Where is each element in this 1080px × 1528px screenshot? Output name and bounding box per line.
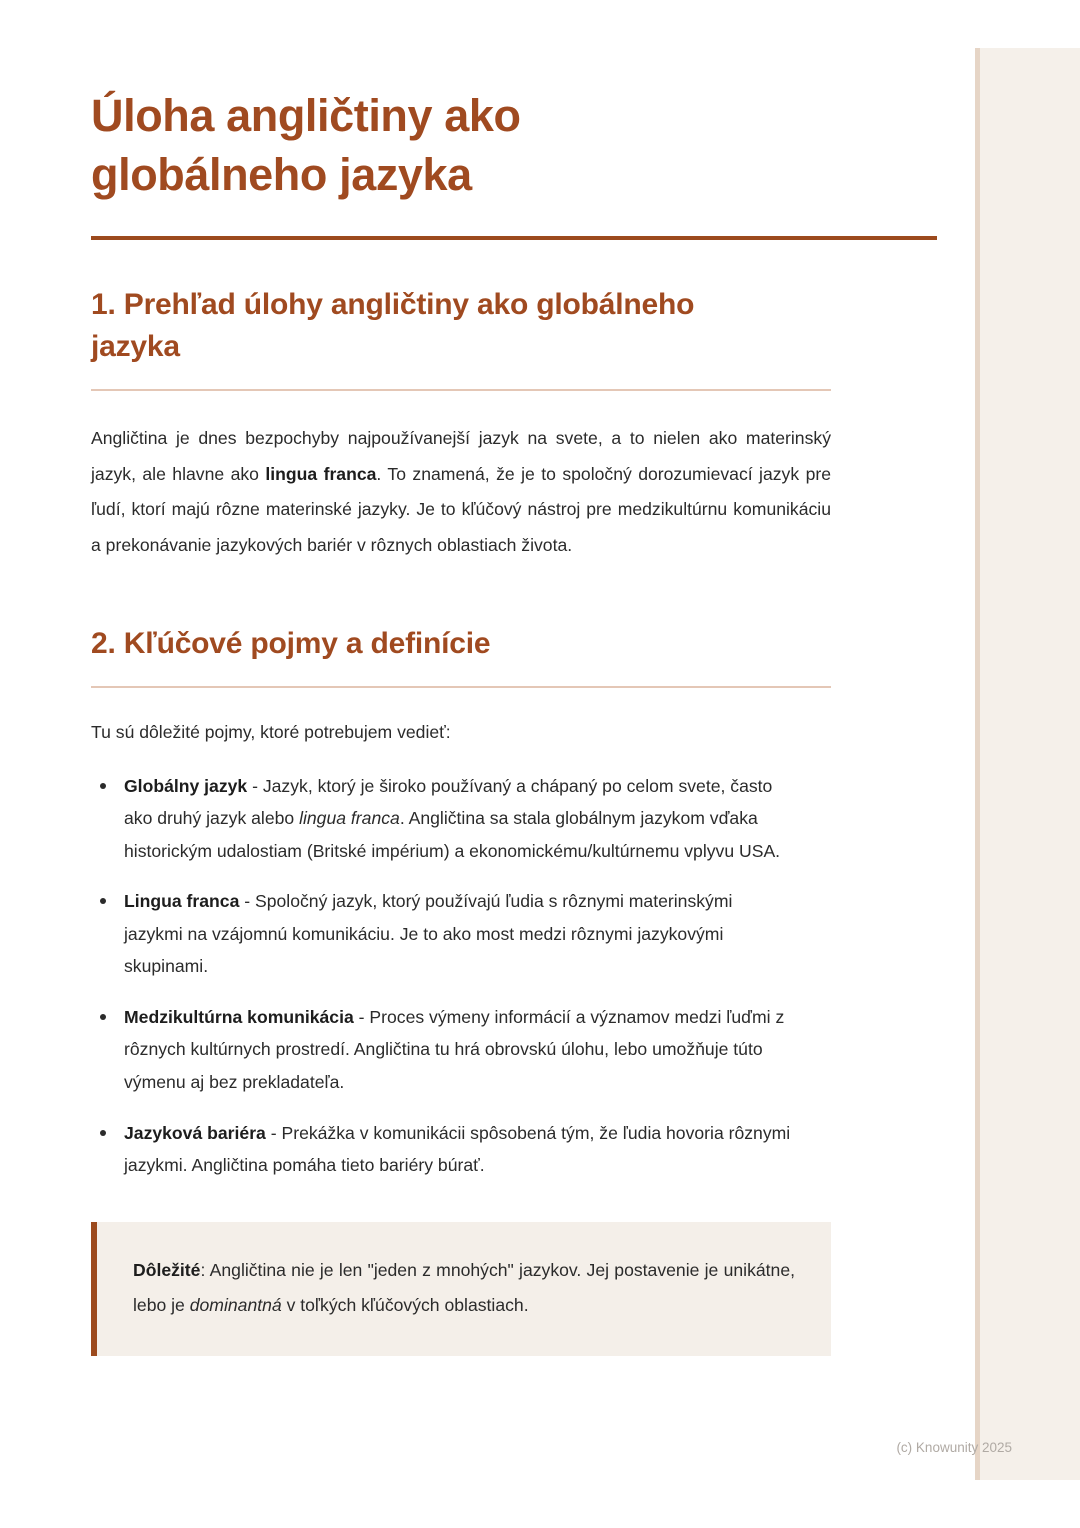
- term-dash: -: [265, 1122, 282, 1143]
- term-definition-italic: lingua franca: [299, 808, 400, 829]
- bullet-icon: [100, 898, 106, 904]
- section-2-lead: Tu sú dôležité pojmy, ktoré potrebujem vedieť:: [91, 721, 451, 742]
- section-overview: [91, 284, 831, 563]
- footer-copyright: (c) Knowunity 2025: [896, 1440, 1012, 1455]
- callout-text: [133, 1253, 795, 1323]
- term-definition-part-1: Jazyk, ktorý je široko používaný a chápaný po celom svete, často ako druhý jazyk alebo: [124, 775, 773, 829]
- callout-part-1: : Angličtina nie je len "jeden z mnohých" jazykov. Jej postavenie je unikátne, lebo je: [133, 1259, 795, 1315]
- bullet-icon: [100, 1130, 106, 1136]
- term-name: Lingua franca: [124, 891, 240, 912]
- bullet-icon: [100, 1014, 106, 1020]
- list-item: [91, 1001, 791, 1099]
- section-key-terms: [91, 623, 831, 1356]
- list-item: [91, 885, 791, 983]
- term-name: Jazyková bariéra: [124, 1122, 266, 1143]
- list-item: [91, 770, 791, 868]
- document-content: [91, 86, 831, 1356]
- key-terms-list: [91, 770, 791, 1182]
- section-divider-1: [91, 389, 831, 391]
- important-callout-box: [91, 1222, 831, 1356]
- term-definition-part-2: . Angličtina sa stala globálnym jazykom vďaka historickým udalostiam (Britské impérium) a ekonomickému/kultúrnemu vplyvu USA.: [124, 808, 781, 861]
- decorative-side-band-edge: [975, 48, 980, 1480]
- section-divider-2: [91, 686, 831, 688]
- term-name: Medzikultúrna komunikácia: [124, 1006, 354, 1027]
- decorative-side-band: [975, 48, 1080, 1480]
- callout-label: Dôležité: [133, 1259, 201, 1280]
- paragraph-text-part-1: Angličtina je dnes bezpochyby najpoužívanejší jazyk na svete, a to nielen ako materinský jazyk, ale hlavne ako: [91, 427, 831, 484]
- term-definition-part-1: Prekážka v komunikácii spôsobená tým, že ľudia hovoria rôznymi jazykmi. Angličtina pomáha tieto bariéry búrať.: [124, 1122, 791, 1176]
- section-heading-1: 1. Prehľad úlohy angličtiny ako globálneho jazyka: [91, 287, 695, 364]
- section-1-paragraph: [91, 421, 831, 563]
- section-heading-2: 2. Kľúčové pojmy a definície: [91, 627, 491, 661]
- page-title: Úloha angličtiny ako globálneho jazyka: [91, 90, 521, 201]
- callout-italic: dominantná: [189, 1294, 282, 1315]
- term-definition-part-1: Spoločný jazyk, ktorý používajú ľudia s rôznymi materinskými jazykmi na vzájomnú komunikáciu. Je to ako most medzi rôznymi jazykovými skupinami.: [124, 891, 733, 977]
- bullet-icon: [100, 783, 106, 789]
- term-dash: -: [239, 891, 255, 912]
- term-name: Globálny jazyk: [124, 775, 248, 796]
- paragraph-bold-term: lingua franca: [265, 463, 377, 484]
- term-definition-part-1: Proces výmeny informácií a významov medzi ľuďmi z rôznych kultúrnych prostredí. Angličtina tu hrá obrovskú úlohu, lebo umožňuje túto výmenu aj bez prekladateľa.: [124, 1006, 785, 1092]
- paragraph-text-part-2: . To znamená, že je to spoločný dorozumievací jazyk pre ľudí, ktorí majú rôzne materinské jazyky. Je to kľúčový nástroj pre medzikultúrnu komunikáciu a prekonávanie jazykových bariér v rôznych oblastiach života.: [91, 463, 831, 555]
- callout-part-2: v toľkých kľúčových oblastiach.: [281, 1294, 529, 1315]
- term-dash: -: [247, 775, 263, 796]
- term-dash: -: [353, 1006, 370, 1027]
- title-divider: [91, 236, 937, 240]
- list-item: [91, 1117, 791, 1182]
